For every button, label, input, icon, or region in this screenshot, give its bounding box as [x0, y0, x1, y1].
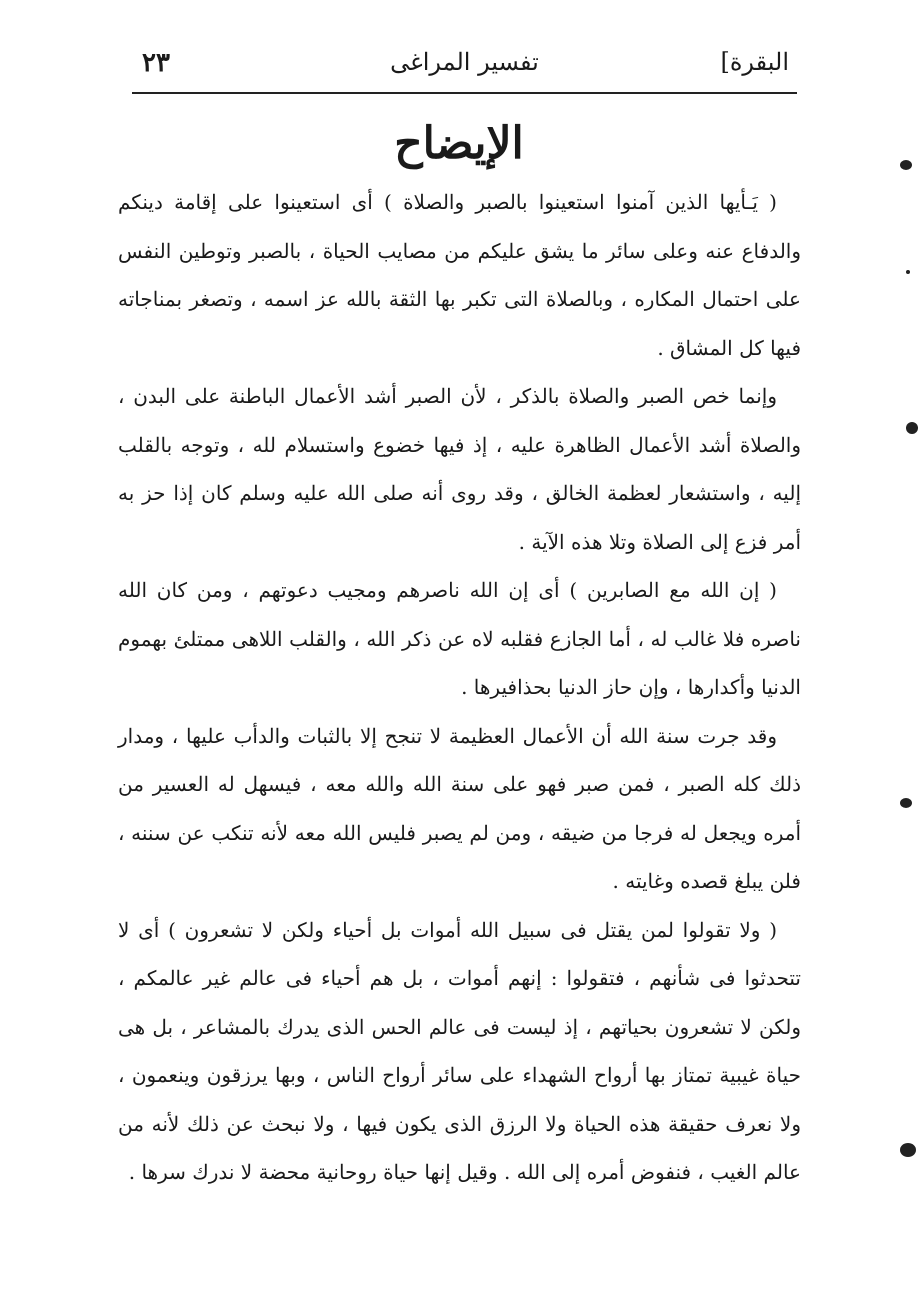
book-title: تفسير المراغى [390, 48, 539, 76]
scan-speck [900, 160, 912, 170]
paragraph-2: وإنما خص الصبر والصلاة بالذكر ، لأن الصبر أشد الأعمال الباطنة على البدن ، والصلاة أشد الأعمال الظاهرة عليه ، إذ فيها خضوع واستسلام لله ، وتوجه بالقلب إليه ، واستشعار لعظمة الخالق ، وقد روى أنه صلى الله عليه وسلم كان إذا حز به أمر فزع إلى الصلاة وتلا هذه الآية . [118, 384, 801, 554]
paragraph-1: ( يَـأيها الذين آمنوا استعينوا بالصبر والصلاة ) أى استعينوا على إقامة دينكم والدفاع عنه وعلى سائر ما يشق عليكم من مصايب الحياة ، بالصبر وتوطين النفس على احتمال المكاره ، وبالصلاة التى تكبر بها الثقة بالله عز اسمه ، وتصغر بمناجاته فيها كل المشاق . [118, 190, 801, 360]
scan-speck [906, 422, 918, 434]
paragraph-3: ( إن الله مع الصابرين ) أى إن الله ناصرهم ومجيب دعوتهم ، ومن كان الله ناصره فلا غالب له ، أما الجازع فقلبه لاه عن ذكر الله ، والقلب اللاهى ممتلئ بهموم الدنيا وأكدارها ، وإن حاز الدنيا بحذافيرها . [118, 578, 801, 699]
scan-speck [906, 270, 910, 274]
running-header [132, 40, 797, 92]
paragraph-4: وقد جرت سنة الله أن الأعمال العظيمة لا تنجح إلا بالثبات والدأب عليها ، ومدار ذلك كله الصبر ، فمن صبر فهو على سنة الله والله معه ، فيسهل له العسير من أمره ويجعل له فرجا من ضيقه ، ومن لم يصبر فليس الله معه لأنه تنكب عن سننه ، فلن يبلغ قصده وغايته . [118, 723, 801, 893]
commentary-body [118, 178, 801, 1197]
page-number: ٢٣ [142, 48, 170, 78]
surah-name: البقرة] [720, 48, 789, 76]
scan-speck [900, 1143, 916, 1157]
paragraph-5: ( ولا تقولوا لمن يقتل فى سبيل الله أموات بل أحياء ولكن لا تشعرون ) أى لا تتحدثوا فى شأنهم ، فتقولوا : إنهم أموات ، بل هم أحياء فى عالم غير عالمكم ، ولكن لا تشعرون بحياتهم ، إذ ليست فى عالم الحس الذى يدرك بالمشاعر ، بل هى حياة غيبية تمتاز بها أرواح الشهداء على سائر أرواح الناس ، وبها يرزقون وينعمون ، ولا نعرف حقيقة هذه الحياة ولا الرزق الذى يكون فيها ، ولا نبحث عن ذلك لأنه من عالم الغيب ، فنفوض أمره إلى الله . وقيل إنها حياة روحانية محضة لا ندرك سرها . [118, 917, 801, 1184]
scan-speck [900, 798, 912, 808]
header-rule [132, 92, 797, 94]
section-title: الإيضاح [394, 118, 524, 169]
